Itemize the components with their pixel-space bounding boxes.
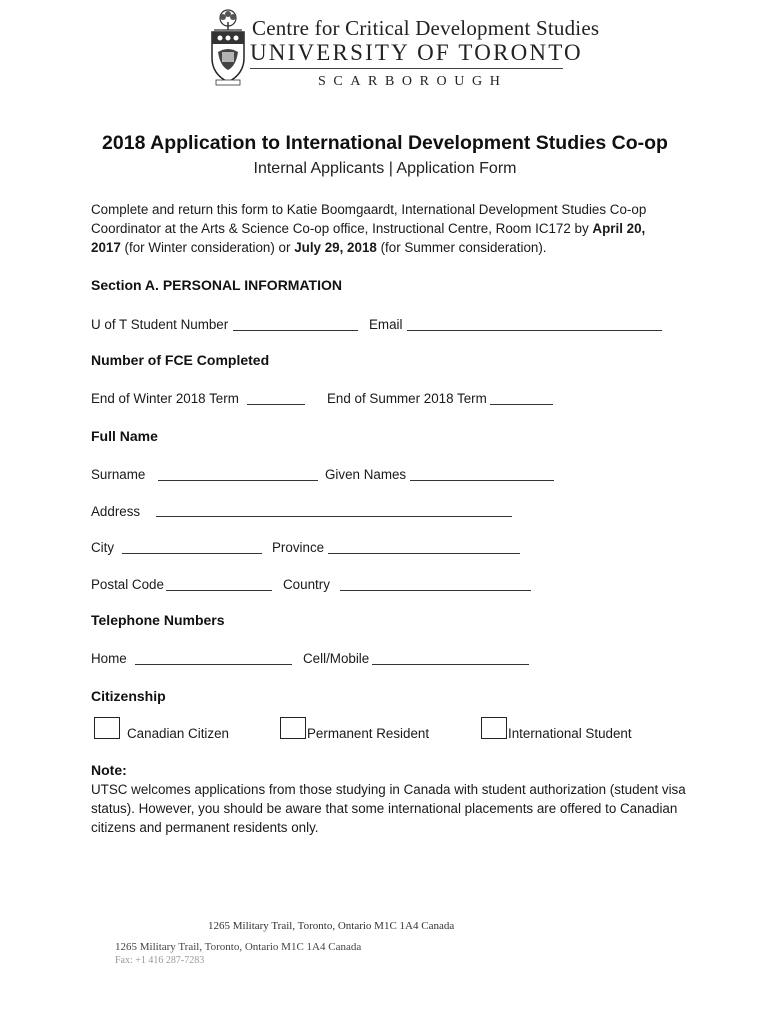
cell-phone-field[interactable]: [372, 664, 529, 665]
address-label: Address: [91, 504, 141, 519]
intro-paragraph: [91, 200, 671, 257]
canadian-citizen-label: Canadian Citizen: [127, 726, 229, 741]
home-phone-label: Home: [91, 651, 127, 666]
form-title: 2018 Application to International Development Studies Co-op: [102, 132, 668, 154]
postal-code-field[interactable]: [166, 590, 272, 591]
permanent-resident-checkbox[interactable]: [280, 717, 306, 739]
student-number-field[interactable]: [233, 330, 358, 331]
form-subtitle: Internal Applicants | Application Form: [253, 160, 517, 177]
telephone-heading: Telephone Numbers: [91, 612, 225, 628]
winter-term-field[interactable]: [247, 404, 305, 405]
postal-code-label: Postal Code: [91, 577, 164, 592]
country-field[interactable]: [340, 590, 531, 591]
international-student-label: International Student: [508, 726, 632, 741]
cell-phone-label: Cell/Mobile: [303, 651, 370, 666]
note-heading: Note:: [91, 762, 127, 778]
section-a-heading: Section A. PERSONAL INFORMATION: [91, 277, 342, 293]
summer-term-label: End of Summer 2018 Term: [327, 391, 487, 406]
given-names-label: Given Names: [325, 467, 407, 482]
given-names-field[interactable]: [410, 480, 554, 481]
province-field[interactable]: [328, 553, 520, 554]
header-divider: [250, 68, 563, 69]
city-label: City: [91, 540, 115, 555]
canadian-citizen-checkbox[interactable]: [94, 717, 120, 739]
city-field[interactable]: [122, 553, 262, 554]
home-phone-field[interactable]: [135, 664, 292, 665]
surname-label: Surname: [91, 467, 146, 482]
centre-name: Centre for Critical Development Studies: [252, 16, 600, 40]
province-label: Province: [272, 540, 325, 555]
fce-heading: Number of FCE Completed: [91, 352, 270, 368]
footer-fax: Fax: +1 416 287-7283: [115, 955, 205, 966]
intro-text-1: Complete and return this form to Katie Boomgaardt, International Development Studies Co-op Coordinator at the Arts & Science Co-op office, Instructional Centre, Room IC172 by: [91, 202, 647, 236]
student-number-label: U of T Student Number: [91, 317, 229, 332]
note-text: UTSC welcomes applications from those studying in Canada with student authorization (student visa status). However, you should be aware that some international placements are offered to Canadian citizens and permanent residents only.: [91, 782, 686, 835]
winter-deadline: April 20, 2017: [91, 221, 646, 255]
email-field[interactable]: [407, 330, 662, 331]
country-label: Country: [283, 577, 330, 592]
citizenship-heading: Citizenship: [91, 688, 166, 704]
full-name-heading: Full Name: [91, 428, 158, 444]
intro-text-3: (for Summer consideration).: [376, 240, 547, 255]
footer-address-secondary: 1265 Military Trail, Toronto, Ontario M1C 1A4 Canada: [115, 941, 362, 953]
winter-term-label: End of Winter 2018 Term: [91, 391, 239, 406]
intro-text-2: (for Winter consideration) or: [120, 240, 295, 255]
international-student-checkbox[interactable]: [481, 717, 507, 739]
university-crest-logo: [208, 8, 248, 86]
address-field[interactable]: [156, 516, 512, 517]
surname-field[interactable]: [158, 480, 318, 481]
summer-term-field[interactable]: [490, 404, 553, 405]
campus-name: SCARBOROUGH: [318, 74, 508, 89]
summer-deadline: July 29, 2018: [294, 240, 377, 255]
permanent-resident-label: Permanent Resident: [307, 726, 430, 741]
email-label: Email: [369, 317, 403, 332]
footer-address-primary: 1265 Military Trail, Toronto, Ontario M1C 1A4 Canada: [208, 920, 455, 932]
university-name: UNIVERSITY OF TORONTO: [250, 40, 583, 65]
